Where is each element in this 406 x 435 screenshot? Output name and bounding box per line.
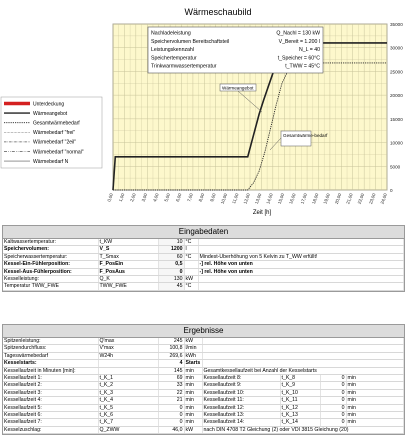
eingabe-symbol: T_Smax [98,253,158,260]
zuschlag-note: nach DIN 4708 T2 Gleichung (2) oder VDI 3815 Gleichung (20) [202,426,404,433]
ergebnis-label: Tageswärmebedarf [3,352,98,359]
laufzeit-unit: min [184,382,202,389]
laufzeit-unit: min [184,404,202,411]
kessellaufzeit-row [3,375,404,382]
legend-label: Wärmebedarf "frei" [33,130,76,137]
y-tick-label: 20000 [390,93,403,99]
eingabe-value[interactable]: 60 [158,253,184,260]
y-tick-label: 25000 [390,69,403,75]
laufzeit-unit: min [346,419,404,426]
laufzeit-value: 0 [320,412,346,419]
laufzeit-symbol: t_K_7 [98,419,158,426]
info-label: Leistungskennzahl [151,47,194,54]
laufzeit-label: Kessellaufzeit 8: [202,375,280,382]
eingabe-row [3,283,404,290]
eingabe-unit: °C [184,239,198,246]
x-tick-label: 17,00 [299,192,309,205]
y-tick-label: 35000 [390,22,403,27]
x-tick-label: 24,00 [379,192,388,205]
laufzeit-value: 0 [320,389,346,396]
eingabe-unit: °C [184,253,198,260]
laufzeit-symbol: t_K_8 [280,375,320,382]
laufzeit-label: Kessellaufzeit 6: [3,412,98,419]
laufzeit-unit: min [184,397,202,404]
ergebnis-note [202,352,404,359]
eingabe-note [198,246,404,253]
x-tick-label: 13,00 [253,192,263,205]
x-tick-label: 16,00 [288,192,297,205]
kessellaufzeit-row [3,389,404,396]
eingabe-note [198,276,404,283]
laufzeit-value: 33 [158,382,184,389]
eingabe-symbol: t_KW [98,239,158,246]
laufzeit-symbol: t_K_11 [280,397,320,404]
eingabe-label: Kessel-Ein-Fühlerposition: [3,261,98,268]
legend-label: Wärmeangebot [33,110,68,117]
ergebnis-symbol: W24h [98,352,158,359]
laufzeit-symbol: t_K_5 [98,404,158,411]
eingabe-label: Speichervolumen: [3,246,98,253]
x-tick-label: 22,00 [356,192,366,205]
info-value: N_L = 40 [298,47,320,54]
eingabe-symbol: Q_K [98,276,158,283]
info-value: t_TWW = 45°C [285,63,320,70]
eingabe-label: Kaltwassertemperatur: [3,239,98,246]
laufzeit-unit: min [184,412,202,419]
laufzeit-unit: min [346,382,404,389]
laufzeit-value: 0 [320,382,346,389]
ergebnis-value: 245 [158,338,184,345]
x-tick-label: 18,00 [310,192,320,205]
x-tick-label: 14,00 [265,192,274,205]
ergebnis-value: 145 [158,367,184,374]
laufzeit-value: 0 [320,397,346,404]
laufzeit-value: 0 [320,404,346,411]
laufzeit-symbol: t_K_2 [98,382,158,389]
ergebnis-unit: min [184,367,202,374]
ergebnisse-panel [2,324,405,435]
eingabe-row [3,268,404,275]
laufzeit-symbol: t_K_13 [280,412,320,419]
plot-area [106,22,403,205]
eingabe-unit: °C [184,283,198,290]
laufzeit-value: 0 [320,419,346,426]
x-axis-label: Zeit [h] [252,210,272,216]
ergebnis-value: 100,8 [158,345,184,352]
eingabe-symbol: V_S [98,246,158,253]
x-tick-label: 5,00 [163,192,172,203]
y-tick-label: 15000 [390,116,403,122]
laufzeit-unit: min [184,375,202,382]
eingabe-note [198,239,404,246]
laufzeit-label: Kessellaufzeit 9: [202,382,280,389]
eingabedaten-table [3,239,404,291]
eingabe-label: Kesselleistung: [3,276,98,283]
info-value: Q_Nachl = 130 kW [276,30,320,37]
laufzeit-symbol: t_K_6 [98,412,158,419]
info-label: Speichervolumen Bereitschaftsteil [151,38,230,45]
legend-label: Wärmebedarf "normal" [33,149,84,156]
legend-label: Unterdeckung [33,101,65,108]
laufzeit-symbol: t_K_3 [98,389,158,396]
kessellaufzeit-row [3,397,404,404]
x-tick-label: 9,00 [209,192,217,203]
laufzeit-unit: min [346,404,404,411]
ergebnis-unit: l/min [184,345,202,352]
laufzeit-symbol: t_K_1 [98,375,158,382]
eingabe-note: -] rel. Höhe von unten [198,268,404,275]
kessellaufzeit-row [3,412,404,419]
x-tick-label: 1,00 [117,192,126,203]
eingabe-unit [184,268,198,275]
ergebnis-note: Gesamtkessellaufzeit bei Anzahl der Kesselstarts [202,367,404,374]
eingabe-row [3,276,404,283]
ergebnis-symbol [98,360,158,367]
laufzeit-symbol: t_K_4 [98,397,158,404]
eingabe-row [3,239,404,246]
x-tick-label: 23,00 [368,192,377,205]
eingabe-value[interactable]: 1200 [158,246,184,253]
laufzeit-value: 0 [320,375,346,382]
ergebnis-row [3,360,404,367]
laufzeit-unit: min [346,389,404,396]
eingabe-row [3,246,404,253]
ergebnisse-table [3,338,404,434]
x-tick-label: 10,00 [219,192,229,205]
info-label: Speichertemperatur [151,55,197,62]
laufzeit-value: 22 [158,389,184,396]
laufzeit-value: 0 [158,412,184,419]
kessellaufzeit-row [3,382,404,389]
eingabe-value[interactable]: 10 [158,239,184,246]
laufzeit-symbol: t_K_10 [280,389,320,396]
eingabe-symbol: F_PosAus [98,268,158,275]
laufzeit-unit: min [346,397,404,404]
ergebnis-note [202,338,404,345]
eingabedaten-panel [2,225,405,292]
legend-label: Gesamtwärmebedarf [33,120,80,127]
x-tick-label: 7,00 [186,192,194,203]
laufzeit-symbol: t_K_12 [280,404,320,411]
annotation-label: Gesamtwärme-bedarf [283,133,328,138]
ergebnis-symbol [98,367,158,374]
ergebnis-row [3,367,404,374]
ergebnis-row [3,352,404,359]
laufzeit-value: 0 [158,419,184,426]
eingabe-row [3,253,404,260]
eingabe-symbol: F_PosEin [98,261,158,268]
ergebnis-note [202,345,404,352]
legend-label: Wärmebedarf "2eil" [33,139,77,146]
x-tick-label: 15,00 [276,192,286,205]
ergebnis-symbol: Q'max [98,338,158,345]
chart-legend [1,97,102,168]
eingabe-note [198,283,404,290]
ergebnis-unit: kWh [184,352,202,359]
eingabe-unit [184,261,198,268]
eingabe-value[interactable]: 0 [158,268,184,275]
x-tick-label: 11,00 [231,192,240,205]
laufzeit-label: Kessellaufzeit 1: [3,375,98,382]
x-tick-label: 0,00 [106,192,114,203]
info-value: t_Speicher = 60°C [277,55,320,62]
laufzeit-value: 0 [158,404,184,411]
info-label: Trinkwarmwassertemperatur [151,63,217,70]
zuschlag-value: 46,0 [158,426,184,433]
x-tick-label: 20,00 [333,192,343,205]
laufzeit-unit: min [184,389,202,396]
ergebnis-unit: kW [184,338,202,345]
info-label: Nachladeleistung [151,30,191,37]
laufzeit-label: Kessellaufzeit 5: [3,404,98,411]
ergebnis-row [3,345,404,352]
eingabe-value[interactable]: 0,5 [158,261,184,268]
y-tick-label: 30000 [390,45,403,51]
ergebnis-note [202,360,404,367]
laufzeit-symbol: t_K_14 [280,419,320,426]
eingabedaten-title: Eingabedaten [3,226,404,239]
zuschlag-symbol: Q_ZWW [98,426,158,433]
x-tick-label: 3,00 [140,192,149,203]
ergebnis-symbol: V'max [98,345,158,352]
kesselzuschlag-row [3,426,404,433]
annotation-label: Wärmeangebot [222,85,254,91]
y-tick-label: 5000 [390,164,401,170]
laufzeit-label: Kessellaufzeit 3: [3,389,98,396]
eingabe-value[interactable]: 130 [158,276,184,283]
eingabe-unit: kW [184,276,198,283]
ergebnis-row [3,338,404,345]
ergebnis-value: 4 [158,360,184,367]
laufzeit-label: Kessellaufzeit 11: [202,397,280,404]
chart-title: Wärmeschaubild [184,7,252,17]
kessellaufzeit-row [3,419,404,426]
eingabe-unit: l [184,246,198,253]
eingabe-symbol: TWW_FWE [98,283,158,290]
eingabe-note: -] rel. Höhe von unten [198,261,404,268]
ergebnis-label: Kesselstarts: [3,360,98,367]
laufzeit-unit: min [346,375,404,382]
laufzeit-value: 69 [158,375,184,382]
ergebnis-label: Kessellaufzeit in Minuten [min]: [3,367,98,374]
x-tick-label: 6,00 [174,192,183,203]
eingabe-label: Speicherwassertemperatur: [3,253,98,260]
laufzeit-label: Kessellaufzeit 10: [202,389,280,396]
info-value: V_Bereit = 1.200 l [278,38,320,45]
x-tick-label: 8,00 [197,192,206,203]
x-tick-label: 12,00 [242,192,251,205]
ergebnisse-title: Ergebnisse [3,325,404,338]
eingabe-note: Mindest-Überhöhung von 5 Kelvin zu T_WW erfüllt! [198,253,404,260]
ergebnis-label: Spitzendurchfluss: [3,345,98,352]
laufzeit-label: Kessellaufzeit 2: [3,382,98,389]
laufzeit-label: Kessellaufzeit 4: [3,397,98,404]
ergebnis-value: 269,6 [158,352,184,359]
eingabe-row [3,261,404,268]
x-tick-label: 21,00 [345,192,354,205]
laufzeit-symbol: t_K_9 [280,382,320,389]
y-tick-label: 0 [390,188,393,193]
kessellaufzeit-row [3,404,404,411]
zuschlag-label: Kesselzuschlag: [3,426,98,433]
ergebnis-unit: Starts [185,360,201,367]
eingabe-label: Temperatur TWW_FWE [3,283,98,290]
laufzeit-label: Kessellaufzeit 7: [3,419,98,426]
laufzeit-unit: min [184,419,202,426]
laufzeit-label: Kessellaufzeit 12: [202,404,280,411]
legend-label: Wärmebedarf N [33,158,69,165]
zuschlag-unit: kW [184,426,202,433]
laufzeit-unit: min [346,412,404,419]
x-tick-label: 19,00 [322,192,331,205]
y-tick-label: 10000 [390,140,403,146]
x-tick-label: 4,00 [151,192,160,203]
laufzeit-value: 21 [158,397,184,404]
eingabe-label: Kessel-Aus-Fühlerposition: [3,268,98,275]
ergebnis-label: Spitzenleistung: [3,338,98,345]
eingabe-value[interactable]: 45 [158,283,184,290]
x-tick-label: 2,00 [129,192,137,203]
laufzeit-label: Kessellaufzeit 14: [202,419,280,426]
laufzeit-label: Kessellaufzeit 13: [202,412,280,419]
